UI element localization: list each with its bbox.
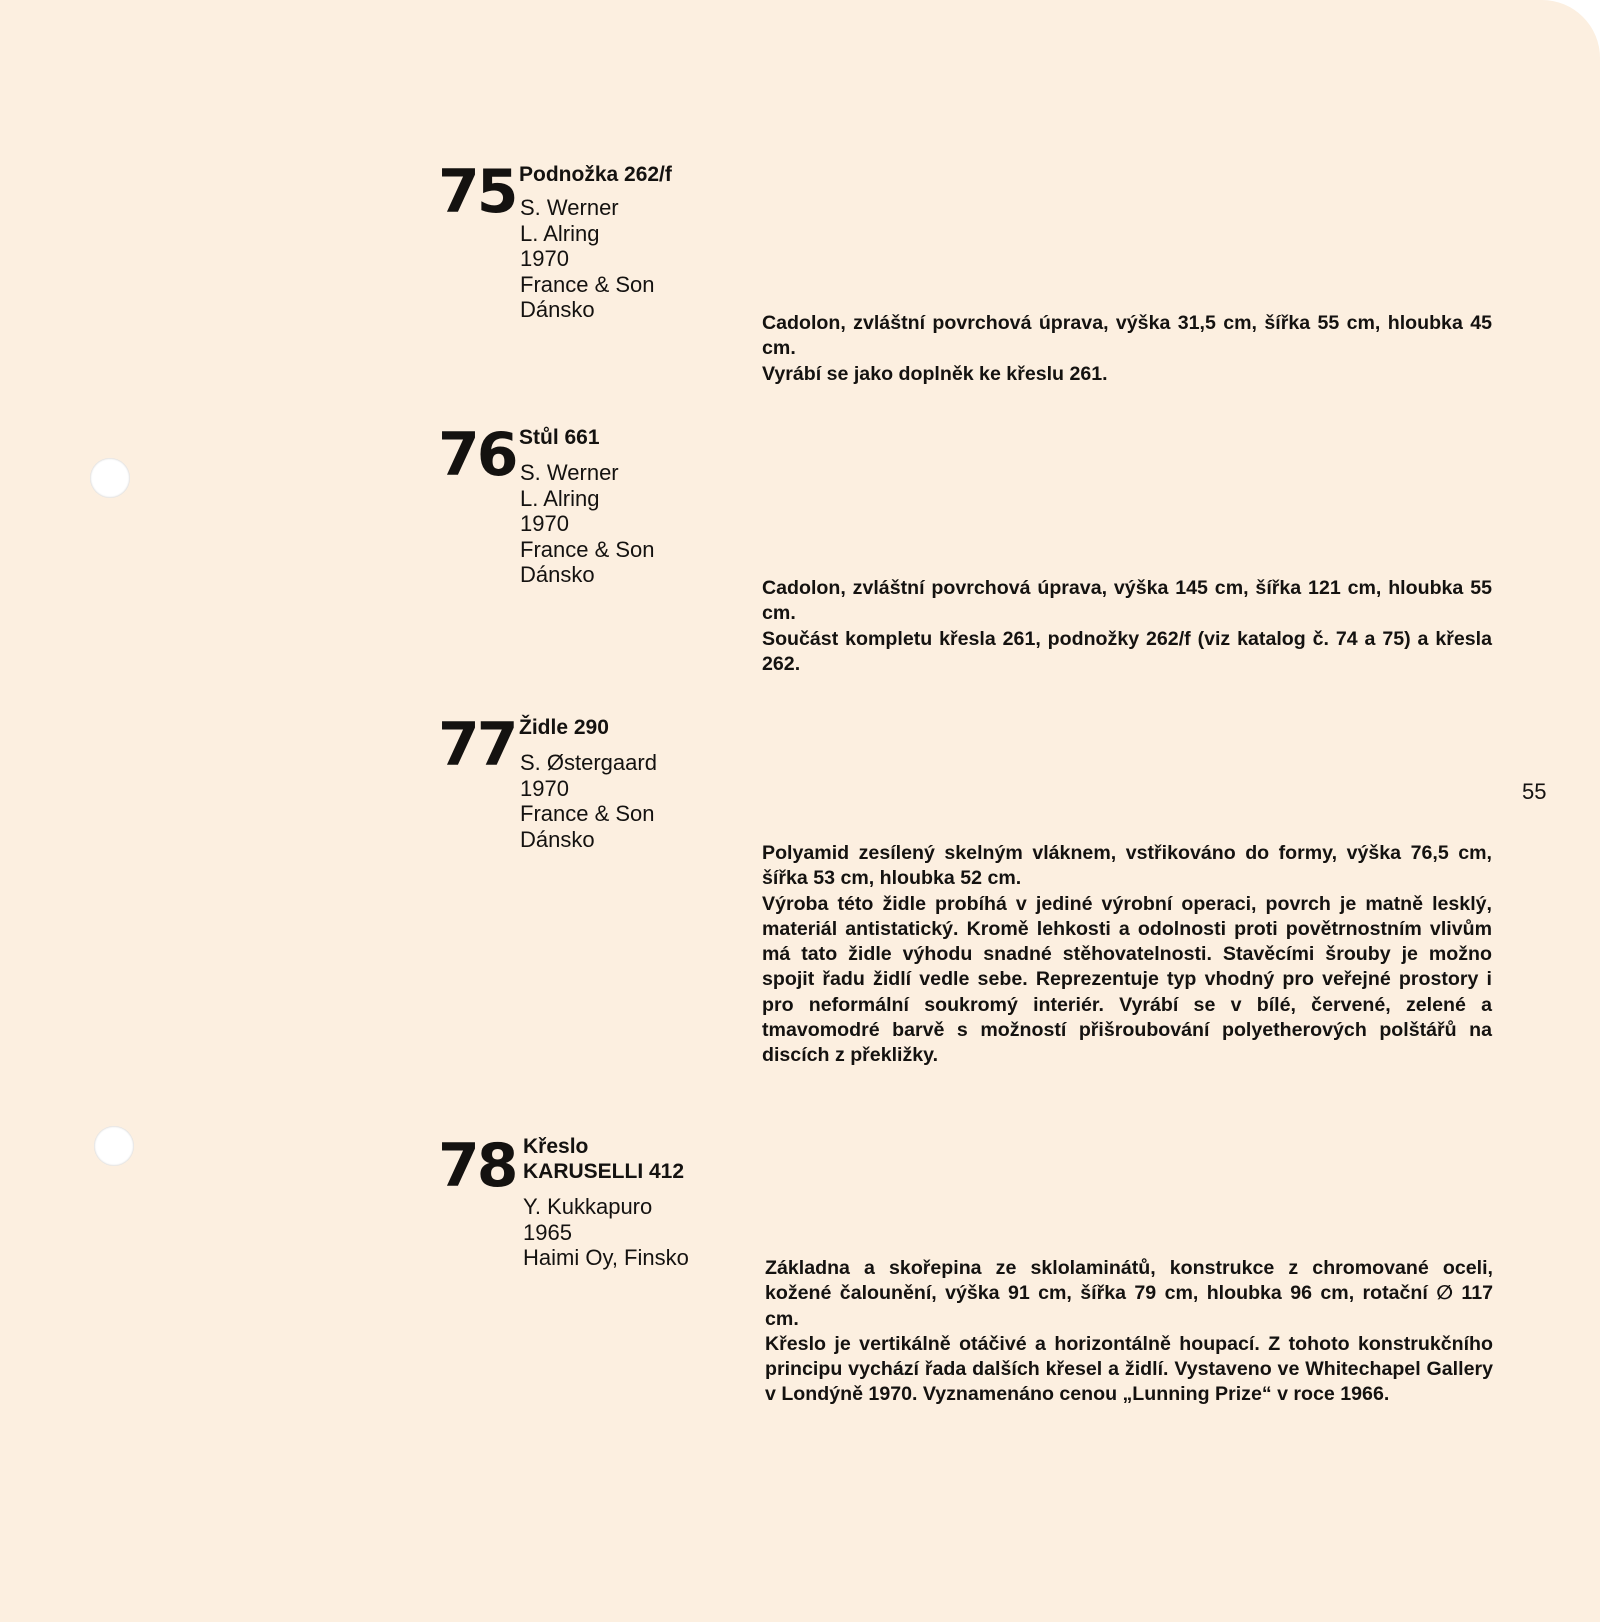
description-paragraph: Cadolon, zvláštní povrchová úprava, výška 145 cm, šířka 121 cm, hloubka 55 cm. <box>762 577 1492 625</box>
entry-designer: S. Werner <box>520 195 619 220</box>
entry-manufacturer: France & Son <box>520 801 655 826</box>
entry-country: Dánsko <box>520 826 595 852</box>
entry-country: Dánsko <box>520 562 595 587</box>
entry-manufacturer: Haimi Oy, Finsko <box>523 1245 689 1270</box>
entry-manufacturer: France & Son <box>520 536 655 562</box>
entry-manufacturer: France & Son <box>520 271 655 297</box>
entry-description-75 <box>762 311 1492 387</box>
entry-title: Křeslo <box>523 1135 589 1158</box>
entry-designer: S. Østergaard <box>520 750 657 775</box>
description-paragraph: Součást kompletu křesla 261, podnožky 262/f (viz katalog č. 74 a 75) a křesla 262. <box>762 627 1492 675</box>
entry-designer: Y. Kukkapuro <box>523 1194 653 1219</box>
entry-subtitle: KARUSELLI 412 <box>523 1160 685 1183</box>
entry-country: Dánsko <box>520 297 595 322</box>
description-paragraph: Křeslo je vertikálně otáčivé a horizontálně houpací. Z tohoto konstrukčního principu vychází řada dalších křesel a židlí. Vystaveno ve Whitechapel Gallery v Londýně 1970. Vyznamenáno cenou „Lunning Prize“ v roce 1966. <box>765 1332 1493 1406</box>
entry-number: 77 <box>438 710 516 780</box>
entry-description-78 <box>765 1256 1493 1408</box>
entry-description-76 <box>762 576 1492 677</box>
description-paragraph: Vyrábí se jako doplněk ke křeslu 261. <box>762 362 1108 385</box>
description-paragraph: Cadolon, zvláštní povrchová úprava, výška 31,5 cm, šířka 55 cm, hloubka 45 cm. <box>762 312 1492 360</box>
entry-year: 1970 <box>520 246 569 271</box>
entry-title: Židle 290 <box>519 716 609 739</box>
binder-hole-top <box>90 458 130 498</box>
entry-description-77 <box>762 841 1492 1069</box>
entry-title: Podnožka 262/f <box>519 163 672 186</box>
description-paragraph: Výroba této židle probíhá v jediné výrobní operaci, povrch je matně lesklý, materiál antistatický. Kromě lehkosti a odolnosti proti povětrnostním vlivům má tato židle výhodu snadné stěhovatelnosti. Stavěcími šrouby je možno spojit řadu židlí vedle sebe. Reprezentuje typ vhodný pro veřejné prostory i pro neformální soukromý interiér. Vyrábí se v bílé, červené, zelené a tmavomodré barvě s možností přišroubování polyetherových polštářů na discích z překližky. <box>762 892 1492 1067</box>
entry-year: 1970 <box>520 775 569 801</box>
binder-hole-bottom <box>94 1126 134 1166</box>
description-paragraph: Polyamid zesílený skelným vláknem, vstřikováno do formy, výška 76,5 cm, šířka 53 cm, hloubka 52 cm. <box>762 842 1492 890</box>
entry-title: Stůl 661 <box>519 426 600 449</box>
description-paragraph: Základna a skořepina ze sklolaminátů, konstrukce z chromované oceli, kožené čalounění, výška 91 cm, šířka 79 cm, hloubka 96 cm, rotační ∅ 117 cm. <box>765 1257 1493 1330</box>
entry-year: 1970 <box>520 511 569 536</box>
entry-number: 76 <box>438 420 516 490</box>
entry-designer: L. Alring <box>520 485 600 511</box>
entry-number: 78 <box>438 1131 516 1201</box>
page-number: 55 <box>1522 779 1547 804</box>
entry-number: 75 <box>438 157 516 227</box>
entry-year: 1965 <box>523 1219 572 1245</box>
entry-designer: L. Alring <box>520 220 600 246</box>
entry-designer: S. Werner <box>520 460 619 485</box>
